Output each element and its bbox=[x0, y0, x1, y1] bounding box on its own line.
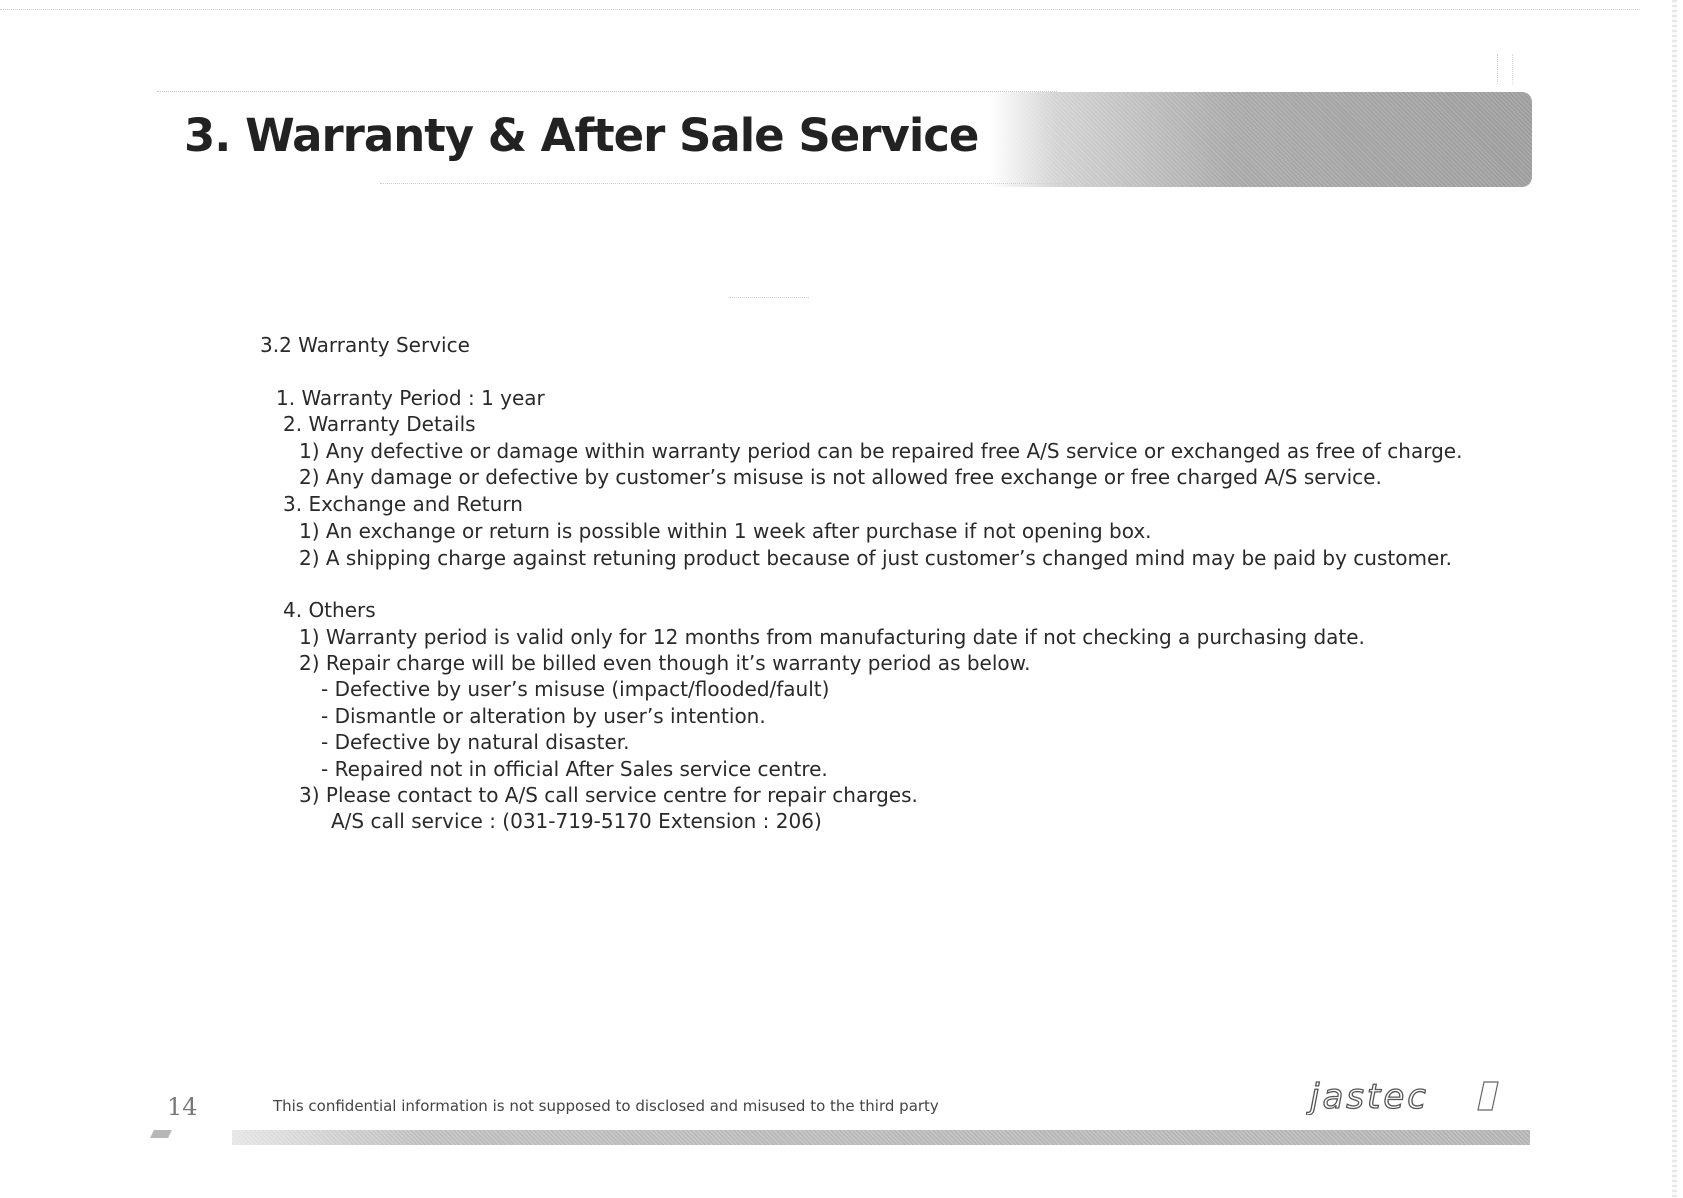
list-item: 4. Others bbox=[283, 598, 376, 622]
contact-line: A/S call service : (031-719-5170 Extension : 206) bbox=[331, 809, 822, 833]
list-item: 1) Any defective or damage within warranty period can be repaired free A/S service or exchanged as free of charge. bbox=[299, 439, 1463, 463]
list-item: 2) Any damage or defective by customer’s misuse is not allowed free exchange or free charged A/S service. bbox=[299, 465, 1382, 489]
list-item: 1. Warranty Period : 1 year bbox=[276, 386, 545, 410]
jastec-logo bbox=[1306, 1079, 1506, 1115]
header-banner bbox=[990, 92, 1532, 187]
list-item: - Defective by natural disaster. bbox=[321, 730, 630, 754]
footer-mark-icon bbox=[150, 1130, 172, 1138]
list-item: 1) Warranty period is valid only for 12 months from manufacturing date if not checking a purchasing date. bbox=[299, 625, 1365, 649]
list-item: - Dismantle or alteration by user’s intention. bbox=[321, 704, 766, 728]
list-item: - Repaired not in official After Sales service centre. bbox=[321, 757, 828, 781]
logo-text: jastec bbox=[1310, 1079, 1429, 1115]
page-title: 3. Warranty & After Sale Service bbox=[184, 109, 979, 162]
page-number: 14 bbox=[167, 1093, 198, 1121]
list-item: 3. Exchange and Return bbox=[283, 492, 523, 516]
list-item: 2) Repair charge will be billed even though it’s warranty period as below. bbox=[299, 651, 1031, 675]
list-item: 3) Please contact to A/S call service centre for repair charges. bbox=[299, 783, 918, 807]
list-item: 1) An exchange or return is possible within 1 week after purchase if not opening box. bbox=[299, 519, 1152, 543]
scan-artifact-dots bbox=[729, 297, 809, 298]
logo-mark-icon bbox=[1478, 1082, 1498, 1110]
section-heading: 3.2 Warranty Service bbox=[260, 333, 470, 357]
header-rule-bottom bbox=[380, 183, 1080, 184]
list-item: 2) A shipping charge against retuning product because of just customer’s changed mind may be paid by customer. bbox=[299, 546, 1452, 570]
scan-artifact-top bbox=[0, 9, 1640, 10]
list-item: 2. Warranty Details bbox=[283, 412, 476, 436]
confidential-note: This confidential information is not supposed to disclosed and misused to the third party bbox=[273, 1097, 939, 1115]
scan-artifact-right-edge bbox=[1672, 0, 1677, 1198]
list-item: - Defective by user’s misuse (impact/flooded/fault) bbox=[321, 677, 830, 701]
footer-bar bbox=[232, 1130, 1530, 1145]
header-rule-top bbox=[157, 91, 1057, 92]
scan-artifact-mark bbox=[1497, 54, 1513, 84]
